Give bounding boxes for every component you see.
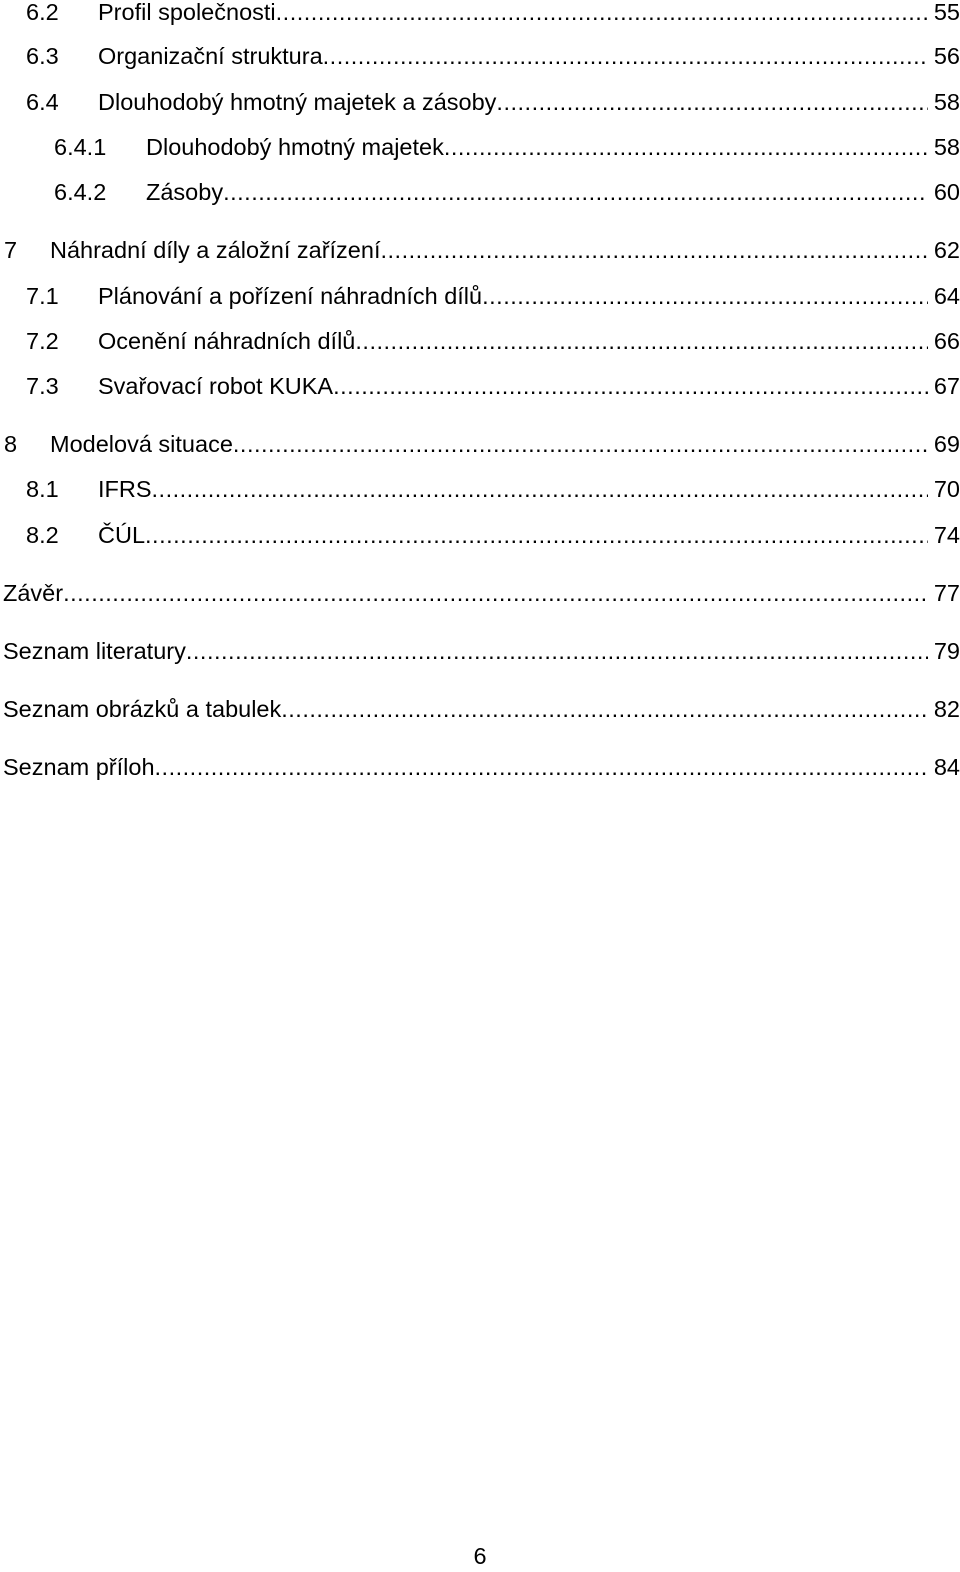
dot-leader [444, 130, 928, 164]
toc-entry-number: 6.4.1 [54, 134, 107, 160]
dot-leader [155, 750, 928, 784]
dot-leader [323, 39, 928, 73]
toc-entry-page: 58 [933, 89, 960, 115]
dot-leader [355, 324, 927, 358]
toc-entry-title: Profil společnosti [98, 0, 276, 25]
toc-entry-number: 8 [4, 431, 18, 457]
toc-entry-title: Organizační struktura [98, 43, 323, 69]
toc-entry-title: ČÚL [98, 522, 146, 548]
page-number: 6 [473, 1543, 487, 1569]
toc-entry-page: 82 [933, 696, 960, 722]
toc-entry-page: 79 [933, 638, 960, 664]
toc-entry-title: Svařovací robot KUKA [98, 373, 334, 399]
dot-leader [233, 427, 928, 461]
dot-leader [63, 576, 928, 610]
toc-entry-title: IFRS [98, 476, 152, 502]
toc-entry-6-2[interactable] [0, 0, 960, 29]
dot-leader [186, 634, 928, 668]
dot-leader [482, 279, 928, 313]
toc-entry-title: Náhradní díly a záložní zařízení [50, 237, 381, 263]
toc-entry-7[interactable] [0, 233, 960, 267]
toc-entry-6-4-2[interactable] [0, 175, 960, 209]
toc-entry-page: 60 [933, 179, 960, 205]
toc-entry-number: 8.2 [26, 522, 59, 548]
toc-entry-8-1[interactable] [0, 472, 960, 506]
toc-entry-number: 7.3 [26, 373, 59, 399]
dot-leader [276, 0, 928, 29]
toc-entry-title: Dlouhodobý hmotný majetek [146, 134, 444, 160]
toc-entry-title: Seznam literatury [3, 638, 186, 664]
toc-entry-zaver[interactable] [0, 576, 960, 610]
toc-entry-page: 64 [933, 283, 960, 309]
dot-leader [145, 518, 928, 552]
toc-entry-page: 62 [933, 237, 960, 263]
toc-entry-8[interactable] [0, 427, 960, 461]
toc-entry-number: 7.2 [26, 328, 59, 354]
toc-entry-title: Ocenění náhradních dílů [98, 328, 356, 354]
toc-entry-page: 67 [933, 373, 960, 399]
toc-entry-page: 74 [933, 522, 960, 548]
toc-entry-number: 6.4.2 [54, 179, 107, 205]
toc-entry-seznam-literatury[interactable] [0, 634, 960, 668]
toc-entry-title: Dlouhodobý hmotný majetek a zásoby [98, 89, 497, 115]
toc-entry-6-4-1[interactable] [0, 130, 960, 164]
toc-entry-number: 7 [4, 237, 18, 263]
toc-entry-title: Plánování a pořízení náhradních dílů [98, 283, 483, 309]
toc-entry-title: Zásoby [146, 179, 224, 205]
dot-leader [223, 175, 928, 209]
toc-entry-title: Seznam obrázků a tabulek [3, 696, 282, 722]
toc-entry-title: Modelová situace [50, 431, 233, 457]
toc-entry-number: 6.3 [26, 43, 59, 69]
toc-entry-6-4[interactable] [0, 85, 960, 119]
toc-entry-number: 6.4 [26, 89, 59, 115]
toc-entry-page: 77 [933, 580, 960, 606]
toc-entry-page: 66 [933, 328, 960, 354]
toc-entry-number: 7.1 [26, 283, 59, 309]
toc-entry-page: 55 [933, 0, 960, 25]
toc-entry-title: Seznam příloh [3, 754, 155, 780]
toc-entry-seznam-obrazku[interactable] [0, 692, 960, 726]
toc-entry-number: 8.1 [26, 476, 59, 502]
toc-entry-page: 70 [933, 476, 960, 502]
toc-entry-page: 84 [933, 754, 960, 780]
toc-entry-6-3[interactable] [0, 39, 960, 73]
toc-entry-8-2[interactable] [0, 518, 960, 552]
toc-entry-number: 6.2 [26, 0, 59, 25]
dot-leader [496, 85, 927, 119]
toc-entry-page: 58 [933, 134, 960, 160]
toc-entry-title: Závěr [3, 580, 64, 606]
toc-entry-seznam-priloh[interactable] [0, 750, 960, 784]
toc-entry-page: 69 [933, 431, 960, 457]
dot-leader [333, 369, 928, 403]
dot-leader [281, 692, 928, 726]
toc-entry-7-1[interactable] [0, 279, 960, 313]
toc-entry-7-3[interactable] [0, 369, 960, 403]
toc-entry-7-2[interactable] [0, 324, 960, 358]
dot-leader [152, 472, 928, 506]
toc-entry-page: 56 [933, 43, 960, 69]
dot-leader [380, 233, 927, 267]
